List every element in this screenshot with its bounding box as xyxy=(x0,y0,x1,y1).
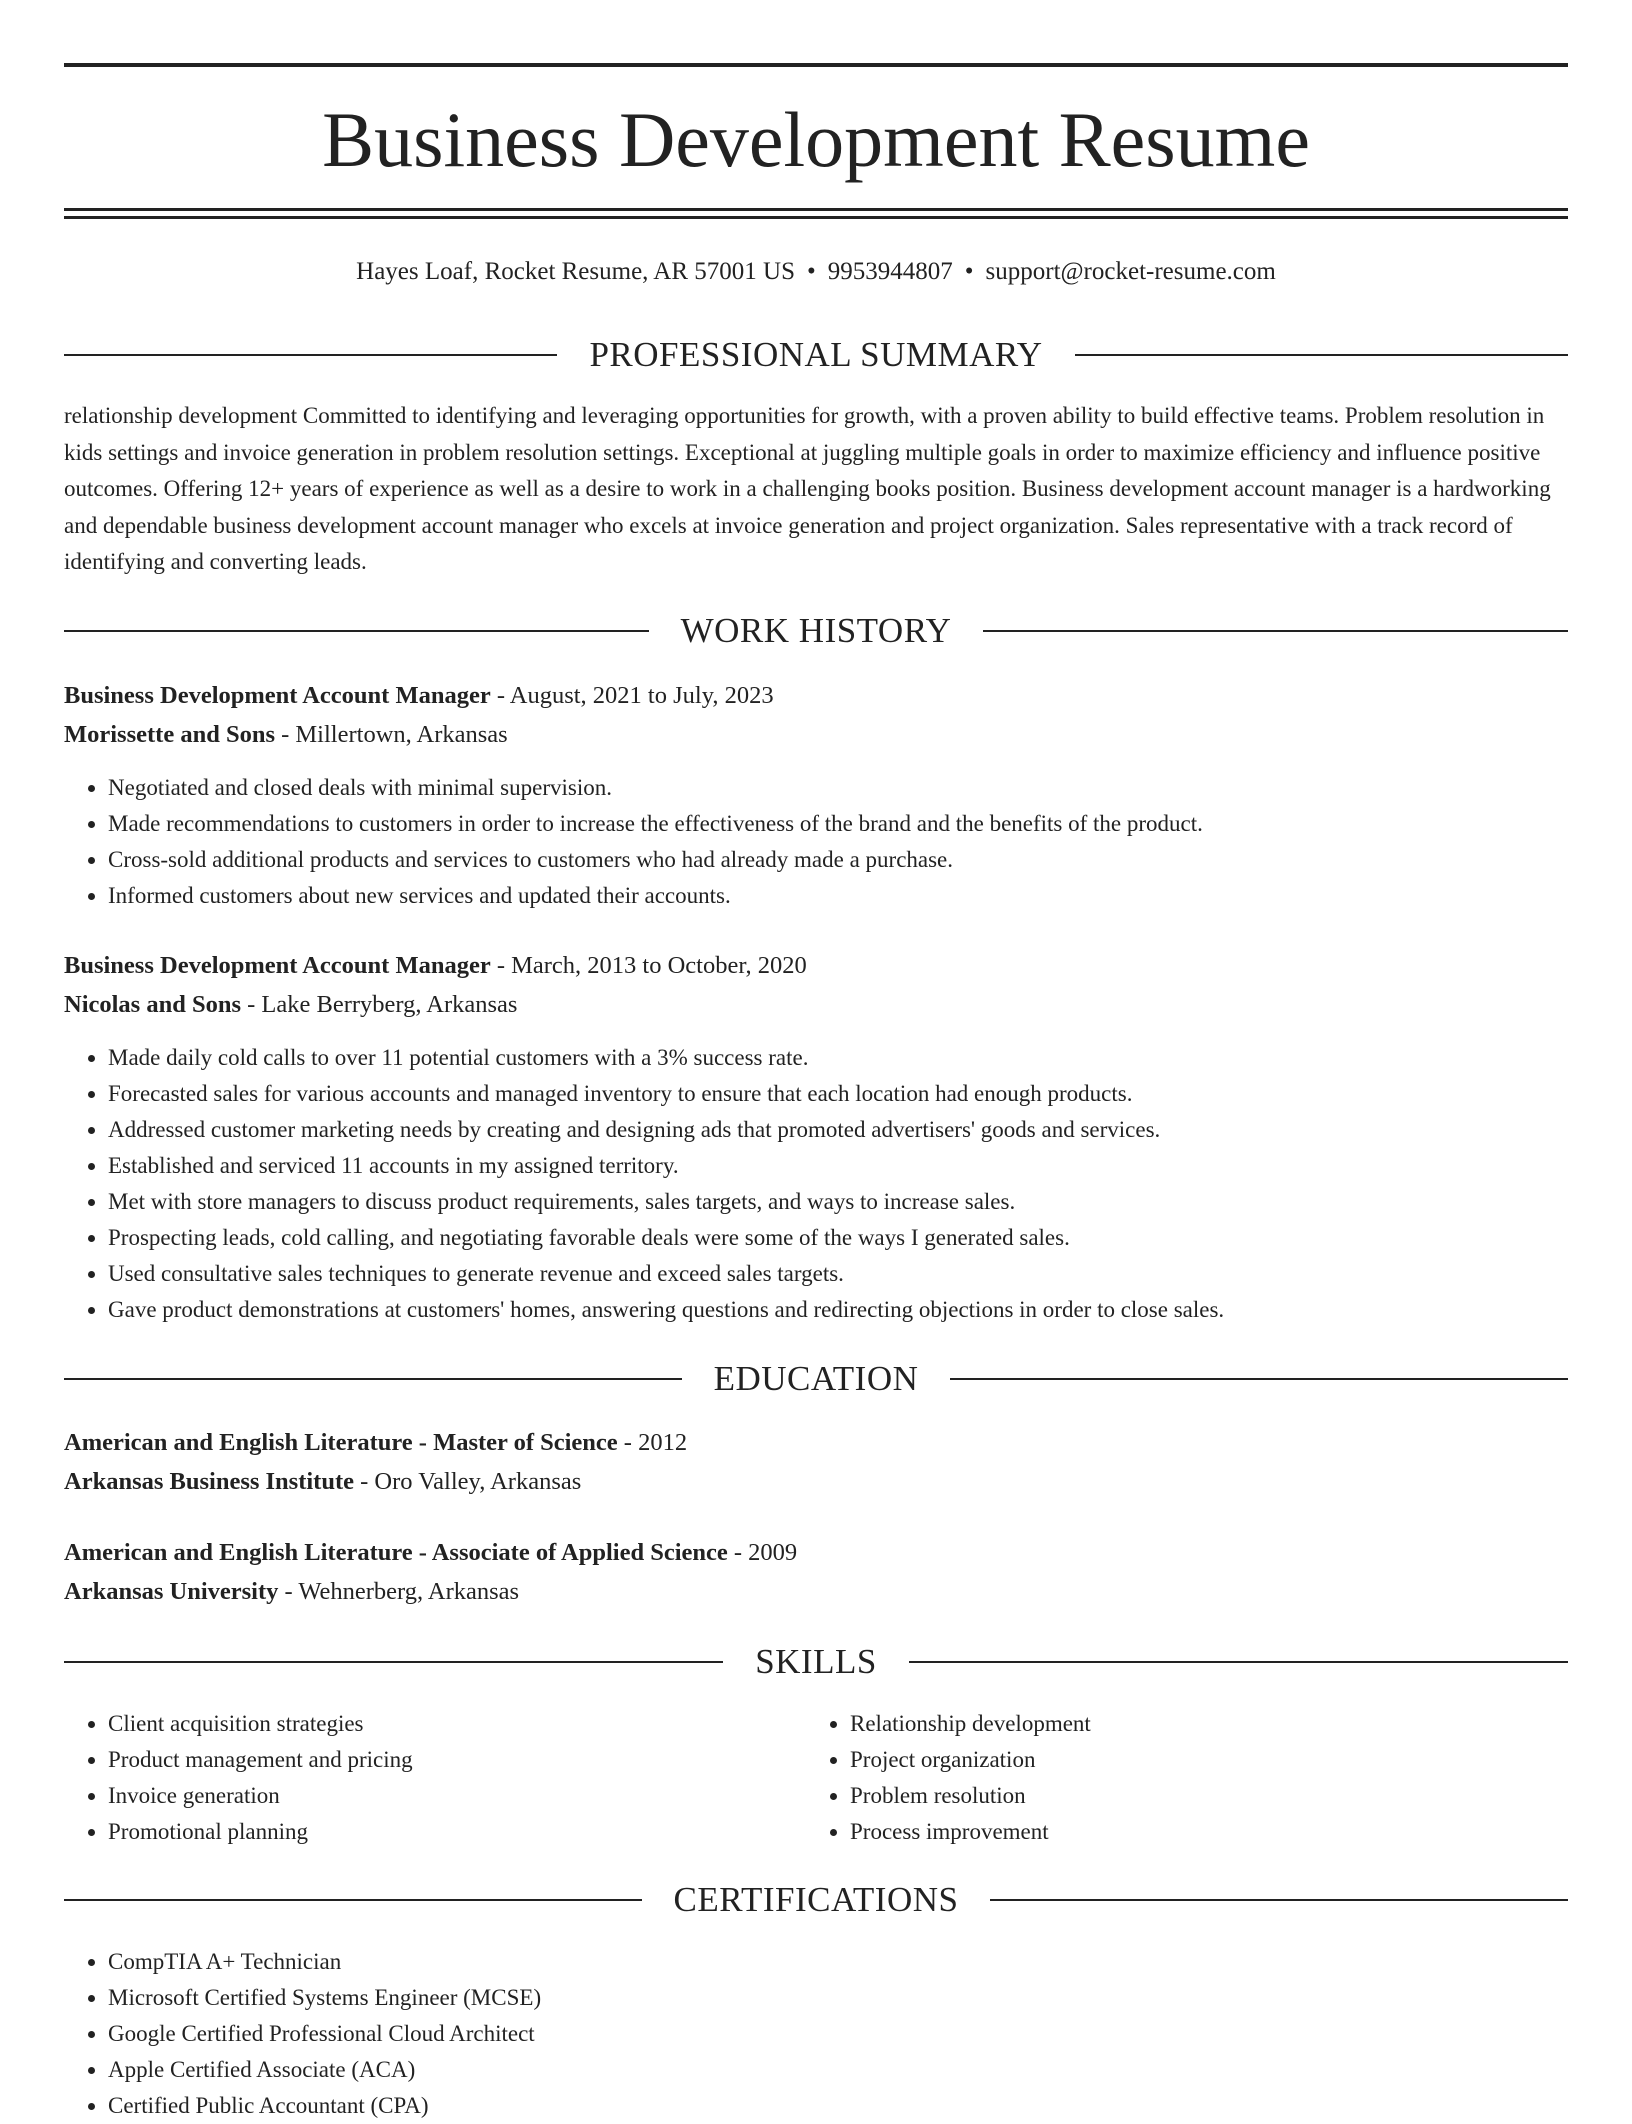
list-item: • Made daily cold calls to over 11 potential customers with a 3% success rate. xyxy=(108,1040,1224,1076)
heading-rule xyxy=(950,1378,1568,1380)
heading-rule xyxy=(64,1378,682,1380)
list-item: • Made recommendations to customers in order to increase the effectiveness of the brand and the benefits of the product. xyxy=(108,806,1203,842)
school-name: Arkansas University xyxy=(64,1578,279,1605)
certifications-list xyxy=(64,1944,541,2124)
contact-separator: • xyxy=(807,258,816,285)
contact-line xyxy=(64,254,1568,290)
list-item: • Addressed customer marketing needs by creating and designing ads that promoted advertisers' goods and services. xyxy=(108,1112,1224,1148)
heading-rule xyxy=(909,1661,1568,1663)
skill-item: • Product management and pricing xyxy=(108,1742,808,1778)
list-item: • Forecasted sales for various accounts and managed inventory to ensure that each location had enough products. xyxy=(108,1076,1224,1112)
job-duties-list xyxy=(64,770,1203,914)
contact-phone: 9953944807 xyxy=(827,258,953,285)
section-heading-skills xyxy=(64,1640,1568,1684)
skill-item: • Invoice generation xyxy=(108,1778,808,1814)
heading-rule xyxy=(64,1899,642,1901)
list-item: • Met with store managers to discuss product requirements, sales targets, and ways to increase sales. xyxy=(108,1184,1224,1220)
job-title: Business Development Account Manager xyxy=(64,952,491,979)
list-item: • Informed customers about new services and updated their accounts. xyxy=(108,878,1203,914)
section-title: PROFESSIONAL SUMMARY xyxy=(589,335,1043,374)
degree-line xyxy=(64,1423,1568,1462)
list-item: • Negotiated and closed deals with minimal supervision. xyxy=(108,770,1203,806)
list-item: • Established and serviced 11 accounts in my assigned territory. xyxy=(108,1148,1224,1184)
employer-line xyxy=(64,715,1568,754)
school-line xyxy=(64,1572,1568,1611)
title-underline-rule xyxy=(64,208,1568,211)
top-rule xyxy=(64,63,1568,67)
certification-item: • Microsoft Certified Systems Engineer (MCSE) xyxy=(108,1980,541,2016)
job-title: Business Development Account Manager xyxy=(64,682,491,709)
job-title-line xyxy=(64,676,1568,715)
contact-address: Hayes Loaf, Rocket Resume, AR 57001 US xyxy=(356,258,795,285)
school-line xyxy=(64,1462,1568,1501)
certification-item: • Apple Certified Associate (ACA) xyxy=(108,2052,541,2088)
section-title: SKILLS xyxy=(755,1642,877,1681)
certification-item: • Google Certified Professional Cloud Architect xyxy=(108,2016,541,2052)
work-entry xyxy=(64,946,1568,1024)
job-duties-list xyxy=(64,1040,1224,1328)
list-item: • Prospecting leads, cold calling, and negotiating favorable deals were some of the ways I generated sales. xyxy=(108,1220,1224,1256)
certification-item: • CompTIA A+ Technician xyxy=(108,1944,541,1980)
work-entry xyxy=(64,676,1568,754)
list-item: • Used consultative sales techniques to generate revenue and exceed sales targets. xyxy=(108,1256,1224,1292)
skill-item: • Process improvement xyxy=(850,1814,1550,1850)
section-title: CERTIFICATIONS xyxy=(673,1880,959,1919)
employer-location: - Millertown, Arkansas xyxy=(274,721,508,748)
section-title: WORK HISTORY xyxy=(680,611,952,650)
skill-item: • Problem resolution xyxy=(850,1778,1550,1814)
heading-rule xyxy=(1075,354,1568,356)
school-location: - Oro Valley, Arkansas xyxy=(354,1468,582,1495)
contact-email: support@rocket-resume.com xyxy=(985,258,1276,285)
employer-line xyxy=(64,985,1568,1024)
resume-title: Business Development Resume xyxy=(322,96,1310,183)
degree-name: American and English Literature - Associate of Applied Science xyxy=(64,1539,728,1566)
degree-line xyxy=(64,1533,1568,1572)
skill-item: • Client acquisition strategies xyxy=(108,1706,808,1742)
job-dates: - March, 2013 to October, 2020 xyxy=(490,952,807,979)
heading-rule xyxy=(983,630,1568,632)
employer-name: Nicolas and Sons xyxy=(64,991,242,1018)
skills-list-left xyxy=(64,1706,808,1850)
section-title: EDUCATION xyxy=(713,1359,919,1398)
school-name: Arkansas Business Institute xyxy=(64,1468,354,1495)
education-entry xyxy=(64,1533,1568,1611)
heading-rule xyxy=(64,630,649,632)
skill-item: • Promotional planning xyxy=(108,1814,808,1850)
skill-item: • Project organization xyxy=(850,1742,1550,1778)
graduation-year: - 2012 xyxy=(617,1429,688,1456)
education-entry xyxy=(64,1423,1568,1501)
title-underline-rule-second xyxy=(64,216,1568,219)
heading-rule xyxy=(990,1899,1568,1901)
heading-rule xyxy=(64,1661,723,1663)
job-title-line xyxy=(64,946,1568,985)
section-heading-certifications xyxy=(64,1878,1568,1922)
list-item: • Gave product demonstrations at customers' homes, answering questions and redirecting objections in order to close sales. xyxy=(108,1292,1224,1328)
employer-name: Morissette and Sons xyxy=(64,721,275,748)
school-location: - Wehnerberg, Arkansas xyxy=(278,1578,520,1605)
heading-rule xyxy=(64,354,557,356)
professional-summary-text: relationship development Committed to identifying and leveraging opportunities for growth, with a proven ability to build effective teams. Problem resolution in kids settings and invoice generation in problem resolution settings. Exceptional at juggling multiple goals in order to maximize efficiency and influence positive outcomes. Offering 12+ years of experience as well as a desire to work in a challenging books position. Business development account manager is a hardworking and dependable business development account manager who excels at invoice generation and project organization. Sales representative with a track record of identifying and converting leads. xyxy=(64,403,1551,574)
skills-list-right xyxy=(806,1706,1550,1850)
contact-separator: • xyxy=(964,258,974,285)
list-item: • Cross-sold additional products and services to customers who had already made a purchase. xyxy=(108,842,1203,878)
job-dates: - August, 2021 to July, 2023 xyxy=(490,682,774,709)
section-heading-work-history xyxy=(64,609,1568,653)
section-heading-education xyxy=(64,1357,1568,1401)
degree-name: American and English Literature - Master of Science xyxy=(64,1429,618,1456)
graduation-year: - 2009 xyxy=(727,1539,798,1566)
skill-item: • Relationship development xyxy=(850,1706,1550,1742)
employer-location: - Lake Berryberg, Arkansas xyxy=(241,991,518,1018)
certification-item: • Certified Public Accountant (CPA) xyxy=(108,2088,541,2124)
section-heading-summary xyxy=(64,333,1568,377)
